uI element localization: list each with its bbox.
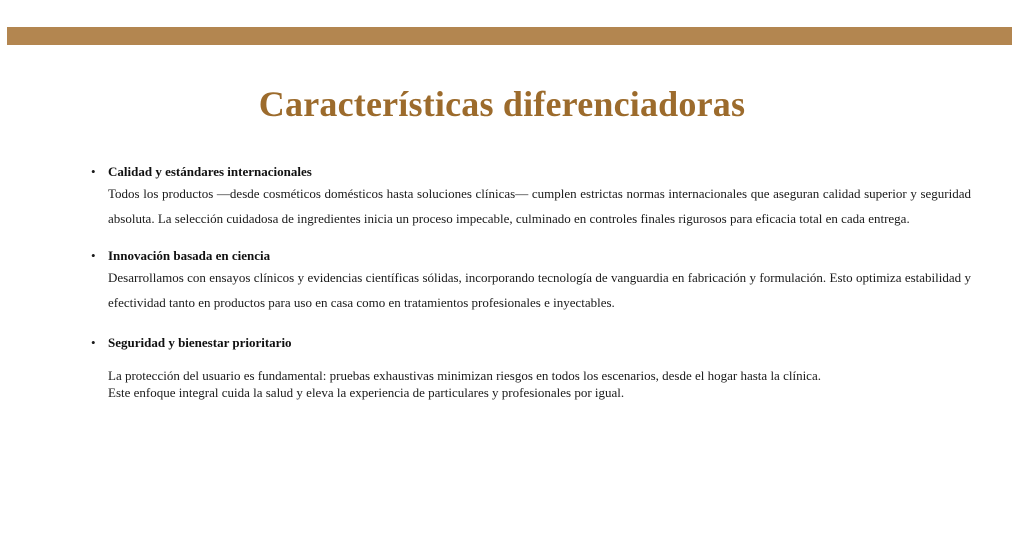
feature-heading: Innovación basada en ciencia — [108, 248, 271, 263]
feature-item-seguridad — [91, 333, 971, 401]
accent-bar — [7, 27, 1012, 45]
feature-heading: Seguridad y bienestar prioritario — [108, 335, 292, 350]
feature-body — [108, 367, 971, 401]
feature-heading: Calidad y estándares internacionales — [108, 164, 312, 179]
bullet-icon: • — [91, 248, 96, 263]
feature-list — [91, 162, 971, 401]
feature-body-line: La protección del usuario es fundamental: pruebas exhaustivas minimizan riesgos en todos los escenarios, desde el hogar hasta la clínica. — [108, 368, 821, 383]
bullet-icon: • — [91, 335, 96, 350]
feature-body-line: Este enfoque integral cuida la salud y eleva la experiencia de particulares y profesionales por igual. — [108, 385, 625, 400]
feature-item-innovacion — [91, 246, 971, 315]
bullet-icon: • — [91, 164, 96, 179]
feature-item-calidad — [91, 162, 971, 231]
feature-body: Todos los productos —desde cosméticos domésticos hasta soluciones clínicas— cumplen estrictas normas internacionales que aseguran calidad superior y seguridad absoluta. La selección cuidadosa de ingredientes inicia un proceso impecable, culminado en controles finales rigurosos para eficacia total en cada entrega. — [108, 186, 971, 226]
feature-body: Desarrollamos con ensayos clínicos y evidencias científicas sólidas, incorporando tecnología de vanguardia en fabricación y formulación. Esto optimiza estabilidad y efectividad tanto en productos para uso en casa como en tratamientos profesionales e inyectables. — [108, 270, 971, 310]
page-title: Características diferenciadoras — [258, 84, 746, 124]
